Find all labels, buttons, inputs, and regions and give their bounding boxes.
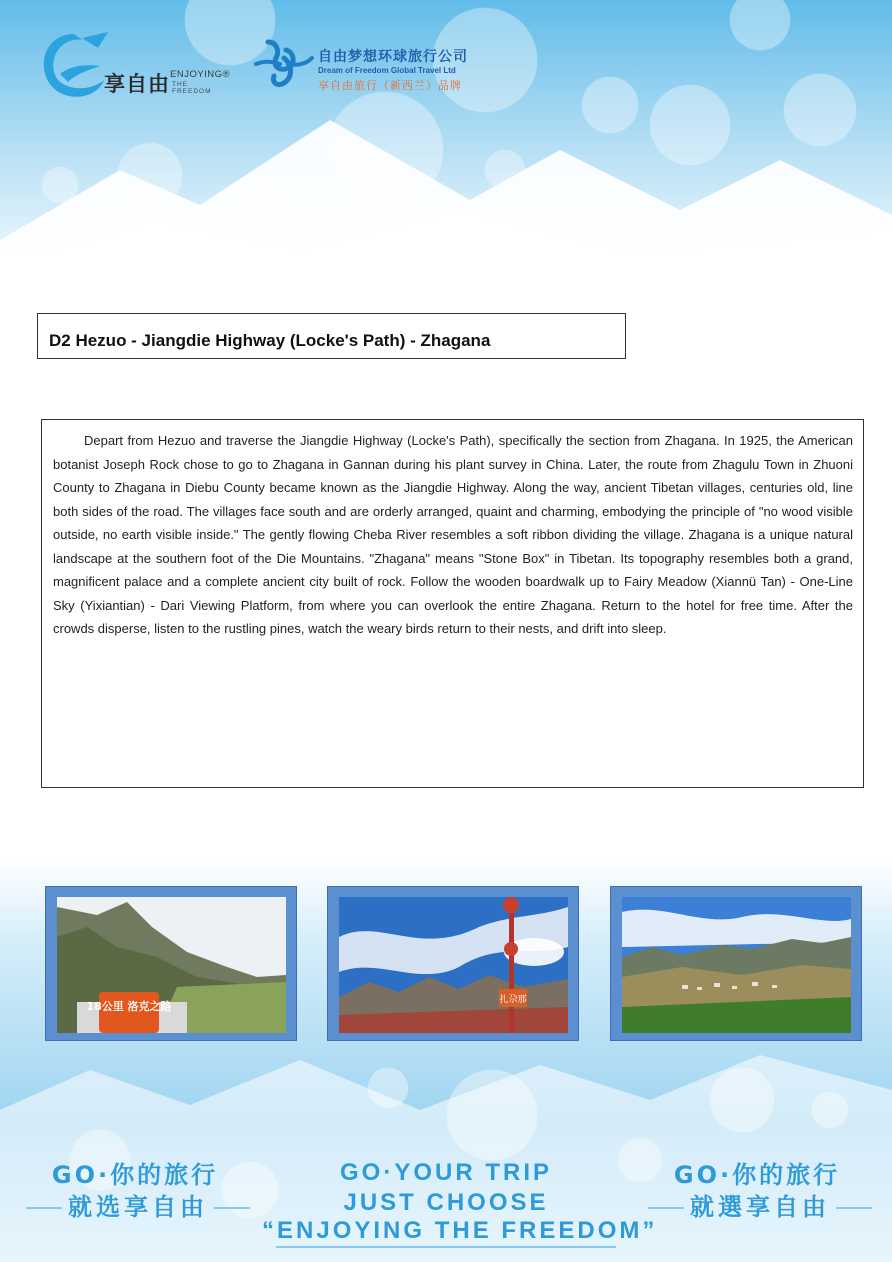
- slogan-right-line1: GO·你的旅行: [673, 1161, 841, 1189]
- itinerary-title: D2 Hezuo - Jiangdie Highway (Locke's Path) - Zhagana: [49, 331, 491, 350]
- swirl-logo-icon: [40, 30, 110, 102]
- itinerary-title-box: [37, 313, 626, 359]
- slogan-traditional: [642, 1160, 872, 1224]
- photo-frame-2: [327, 886, 579, 1041]
- itinerary-description-box: [41, 419, 864, 788]
- divider: [26, 1207, 62, 1209]
- logo-left-english-line1: ENJOYING®: [170, 69, 231, 80]
- photo-mountain-sign: [57, 897, 286, 1033]
- slogan-left-line2: 就选享自由: [68, 1193, 208, 1221]
- logo-right-english: Dream of Freedom Global Travel Ltd: [318, 66, 456, 75]
- photo-valley-village: [622, 897, 851, 1033]
- logo-left-chinese: 享自由: [104, 72, 170, 96]
- slogan-left-line1: GO·你的旅行: [51, 1161, 219, 1189]
- photo-prayer-pole: [339, 897, 568, 1033]
- logo-right-chinese: 自由梦想环球旅行公司: [318, 49, 468, 65]
- photo-sign-text: 18公里 洛克之路: [86, 1000, 172, 1013]
- slogan-underline: [276, 1246, 616, 1248]
- itinerary-description: Depart from Hezuo and traverse the Jiangdie Highway (Locke's Path), specifically the section from Zhagana. In 1925, the American botanist Joseph Rock chose to go to Zhagana in Gannan during his plant survey in China. Later, the route from Zhagulu Town in Zhuoni County to Zhagana in Diebu County became known as the Jiangdie Highway. Along the way, ancient Tibetan villages, centuries old, line both sides of the road. The villages face south and are orderly arranged, quaint and charming, embodying the principle of "no wood visible outside, no earth visible inside." The gently flowing Cheba River resembles a soft ribbon dividing the village. Zhagana is a unique natural landscape at the southern foot of the Die Mountains. "Zhagana" means "Stone Box" in Tibetan. Its topography resembles both a grand, magnificent palace and a complete ancient city built of rock. Follow the wooden boardwalk up to Fairy Meadow (Xiannü Tan) - One-Line Sky (Yixiantian) - Dari Viewing Platform, from where you can overlook the entire Zhagana. Return to the hotel for free time. After the crowds disperse, listen to the rustling pines, watch the weary birds return to their nests, and drift into sleep.: [53, 433, 853, 636]
- slogan-english: [262, 1158, 658, 1244]
- photo-sign-text: 扎尕那: [499, 995, 527, 1005]
- divider: [836, 1207, 872, 1209]
- slogan-middle-line2: JUST CHOOSE: [343, 1189, 549, 1216]
- slogan-middle-line3: “ENJOYING THE FREEDOM”: [262, 1217, 658, 1244]
- enjoying-freedom-logo: [40, 30, 230, 102]
- logo-right-brand: 享自由旅行（新西兰）品牌: [318, 79, 462, 92]
- dream-of-freedom-logo: [254, 38, 494, 94]
- photo-frame-1: [45, 886, 297, 1041]
- photo-frame-3: [610, 886, 862, 1041]
- divider: [214, 1207, 250, 1209]
- slogan-simplified: [20, 1160, 250, 1224]
- divider: [648, 1207, 684, 1209]
- slogan-middle-line1: GO·YOUR TRIP: [339, 1159, 552, 1186]
- ribbon-logo-icon: [254, 38, 314, 88]
- logo-left-english-line2: THE FREEDOM: [172, 81, 212, 95]
- slogan-right-line2: 就選享自由: [690, 1193, 830, 1221]
